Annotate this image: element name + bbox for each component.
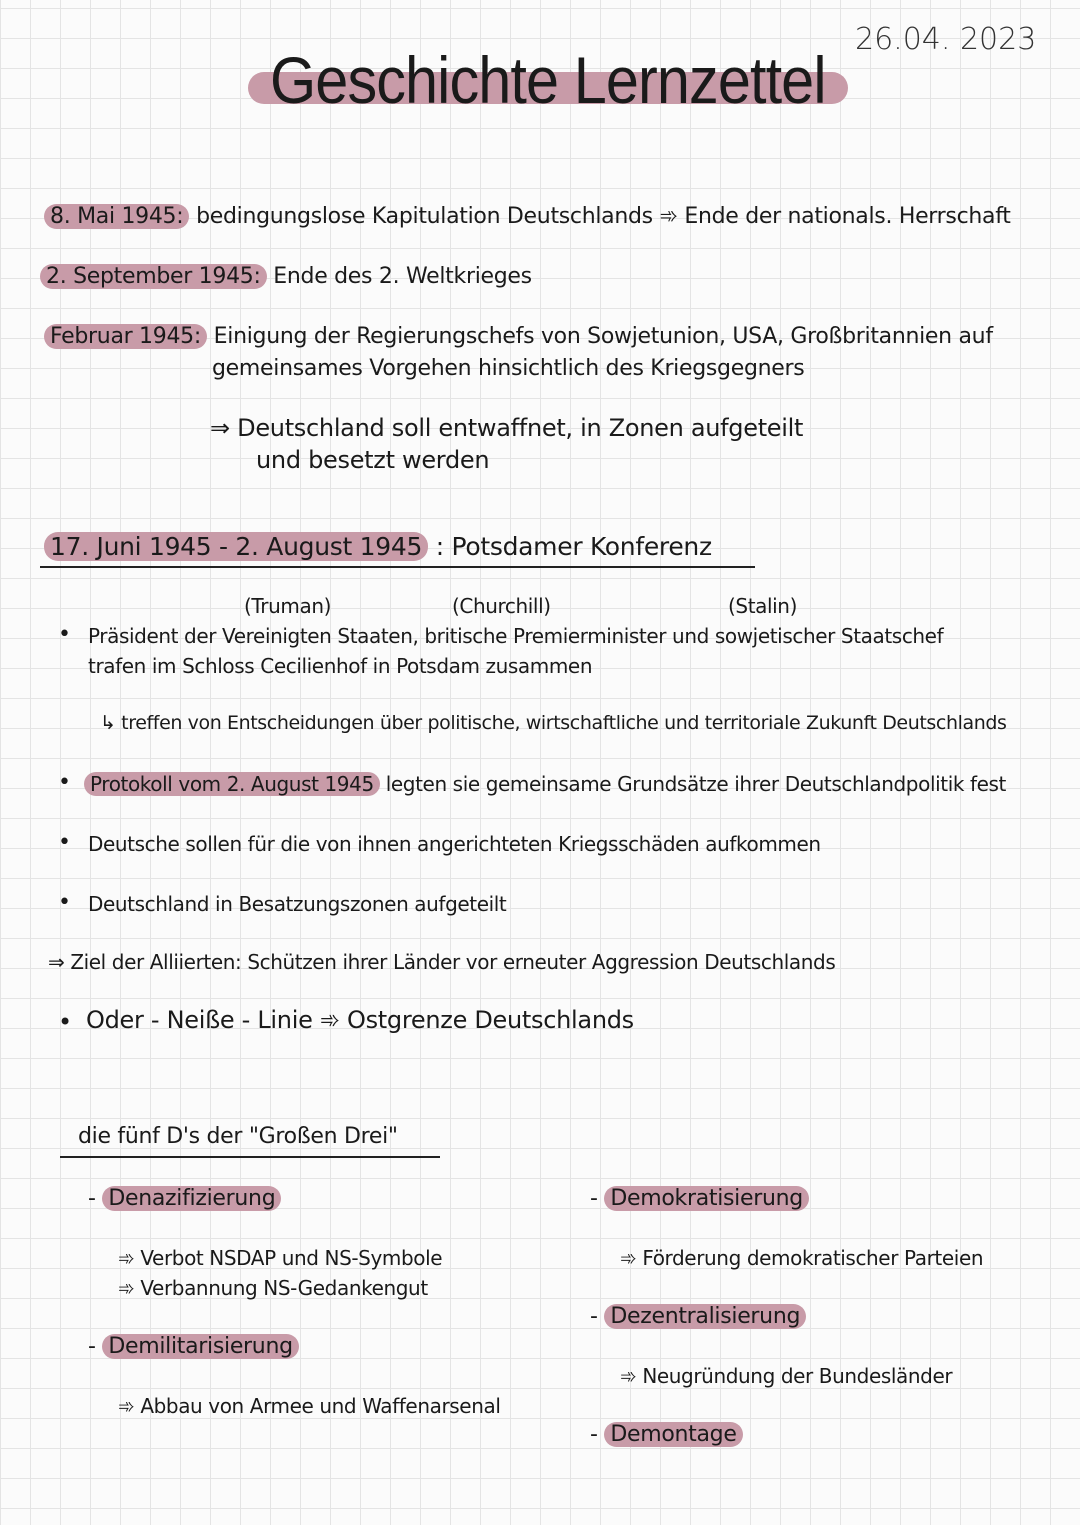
d-label: Denazifizierung <box>102 1186 281 1211</box>
name-truman: (Truman) <box>244 594 331 618</box>
d-label: Demokratisierung <box>604 1186 809 1211</box>
d-item: - Dezentralisierung <box>590 1304 806 1329</box>
name-churchill: (Churchill) <box>452 594 551 618</box>
d-point: ➾ Förderung demokratischer Parteien <box>620 1246 984 1270</box>
text: legten sie gemeinsame Grundsätze ihrer Deutschlandpolitik fest <box>385 772 1006 796</box>
bullet: • <box>58 830 71 855</box>
entry-text-cont: gemeinsames Vorgehen hinsichtlich des Kriegsgegners <box>212 356 805 381</box>
d-label: Dezentralisierung <box>604 1304 806 1329</box>
bullet-text: Deutsche sollen für die von ihnen angerichteten Kriegsschäden aufkommen <box>88 832 821 856</box>
date-highlight: 8. Mai 1945: <box>44 204 189 229</box>
date-highlight: Februar 1945: <box>44 324 207 349</box>
underline <box>60 1156 440 1158</box>
d-label: Demilitarisierung <box>102 1334 298 1359</box>
d-item: - Demilitarisierung <box>88 1334 299 1359</box>
d-point: ➾ Verbannung NS-Gedankengut <box>118 1276 428 1300</box>
conclusion-cont: und besetzt werden <box>256 446 490 474</box>
timeline-entry <box>40 264 532 289</box>
d-label: Demontage <box>604 1422 742 1447</box>
bullet-text: Oder - Neiße - Linie ➾ Ostgrenze Deutschlands <box>86 1006 634 1034</box>
bullet: • <box>58 890 71 915</box>
name-stalin: (Stalin) <box>728 594 797 618</box>
bullet: • <box>58 622 71 647</box>
timeline-entry <box>44 204 1011 229</box>
d-item: - Denazifizierung <box>88 1186 281 1211</box>
conclusion: ⇒ Deutschland soll entwaffnet, in Zonen aufgeteilt <box>210 414 804 442</box>
date-highlight: 2. September 1945: <box>40 264 267 289</box>
date: 26.04. 2023 <box>855 22 1037 57</box>
bullet: • <box>58 770 71 795</box>
conference-title: : Potsdamer Konferenz <box>435 532 712 561</box>
five-d-heading: die fünf D's der "Großen Drei" <box>78 1124 398 1149</box>
protocol-highlight: Protokoll vom 2. August 1945 <box>84 772 380 796</box>
d-point: ➾ Abbau von Armee und Waffenarsenal <box>118 1394 501 1418</box>
d-point: ➾ Verbot NSDAP und NS-Symbole <box>118 1246 443 1270</box>
bullet-text: Präsident der Vereinigten Staaten, britische Premierminister und sowjetischer Staatschef <box>88 624 944 648</box>
bullet-text: Deutschland in Besatzungszonen aufgeteilt <box>88 892 507 916</box>
entry-text: Einigung der Regierungschefs von Sowjetunion, USA, Großbritannien auf <box>213 324 993 349</box>
page-title: Geschichte Lernzettel <box>270 43 826 117</box>
entry-text: bedingungslose Kapitulation Deutschlands ➾ Ende der nationals. Herrschaft <box>196 204 1011 229</box>
potsdam-heading <box>44 532 712 561</box>
goal: ⇒ Ziel der Alliierten: Schützen ihrer Länder vor erneuter Aggression Deutschlands <box>48 950 836 974</box>
d-item: - Demokratisierung <box>590 1186 809 1211</box>
d-item: - Demontage <box>590 1422 743 1447</box>
date-highlight: 17. Juni 1945 - 2. August 1945 <box>44 532 428 561</box>
bullet: • <box>58 1008 72 1036</box>
sub-point: ↳ treffen von Entscheidungen über politische, wirtschaftliche und territoriale Zukunft Deutschlands <box>100 712 1007 734</box>
bullet-text: trafen im Schloss Cecilienhof in Potsdam zusammen <box>88 654 593 678</box>
d-point: ➾ Neugründung der Bundesländer <box>620 1364 953 1388</box>
entry-text: Ende des 2. Weltkrieges <box>273 264 532 289</box>
timeline-entry <box>44 324 993 349</box>
bullet-text <box>84 772 1006 796</box>
underline <box>40 566 755 568</box>
